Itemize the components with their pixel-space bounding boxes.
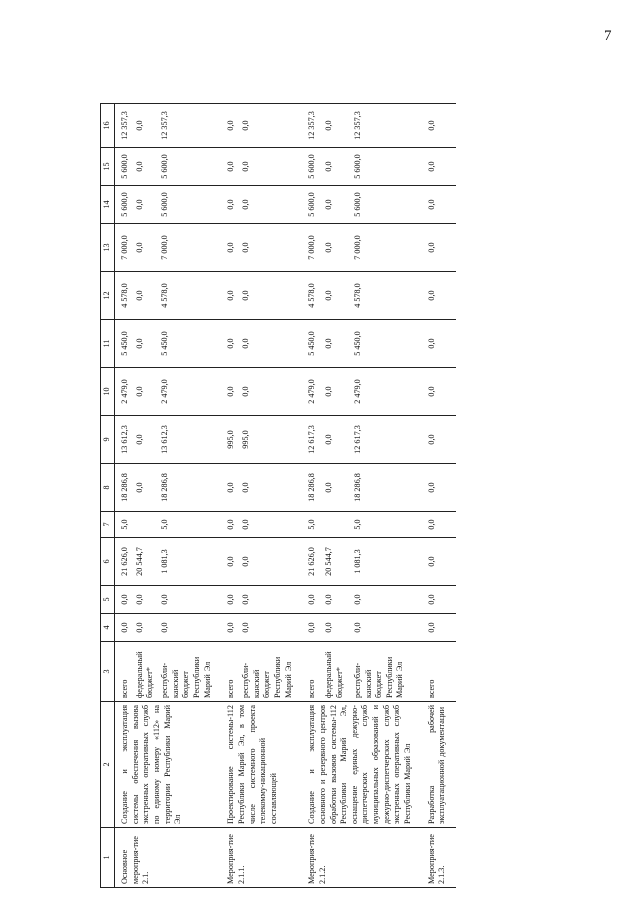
amount-cell: 0,0	[422, 186, 450, 224]
measure-name: Разработка рабочей эксплуатационной документации	[422, 702, 450, 828]
column-header: 12	[101, 272, 115, 320]
column-header: 13	[101, 224, 115, 272]
amount-cell: 2 479,0	[158, 368, 215, 416]
column-header: 15	[101, 148, 115, 186]
amount-cell: 0,0	[239, 224, 296, 272]
amount-cell: 0,0	[133, 586, 158, 614]
amount-cell: 4 578,0	[351, 272, 416, 320]
measure-name: Создание и эксплуатация системы обеспечения вызова экстренных оперативных служб по единому номеру «112» на территории Республики Марий Эл	[115, 702, 216, 828]
amount-cell: 5 600,0	[158, 186, 215, 224]
amount-cell: 7 000,0	[158, 224, 215, 272]
amount-cell: 4 578,0	[302, 272, 322, 320]
amount-cell: 20 544,7	[133, 538, 158, 586]
amount-cell: 5,0	[302, 512, 322, 538]
amount-cell: 0,0	[133, 614, 158, 642]
amount-cell: 0,0	[422, 368, 450, 416]
column-header: 6	[101, 538, 115, 586]
amount-cell: 0,0	[133, 186, 158, 224]
column-header: 4	[101, 614, 115, 642]
amount-cell: 5 600,0	[351, 148, 416, 186]
amount-cell: 0,0	[221, 512, 239, 538]
amount-cell: 5 600,0	[351, 186, 416, 224]
amount-cell: 0,0	[422, 512, 450, 538]
funding-source: всего	[115, 642, 133, 702]
amount-cell: 7 000,0	[115, 224, 133, 272]
amount-cell: 0,0	[239, 104, 296, 148]
amount-cell: 0,0	[158, 586, 215, 614]
amount-cell: 12 617,3	[351, 416, 416, 464]
funding-source: республи-канский бюджет Республики Марий Эл	[158, 642, 215, 702]
amount-cell: 5 600,0	[158, 148, 215, 186]
amount-cell: 0,0	[322, 186, 351, 224]
amount-cell: 12 357,3	[158, 104, 215, 148]
amount-cell	[322, 512, 351, 538]
amount-cell: 0,0	[221, 104, 239, 148]
amount-cell: 0,0	[239, 586, 296, 614]
amount-cell: 1 081,3	[158, 538, 215, 586]
funding-source: всего	[302, 642, 322, 702]
amount-cell: 0,0	[239, 368, 296, 416]
amount-cell: 0,0	[239, 538, 296, 586]
amount-cell: 1 081,3	[351, 538, 416, 586]
amount-cell: 2 479,0	[351, 368, 416, 416]
amount-cell: 13 612,3	[115, 416, 133, 464]
amount-cell: 995,0	[221, 416, 239, 464]
measure-code: Основное мероприя-тие 2.1.	[115, 828, 216, 888]
amount-cell: 0,0	[351, 586, 416, 614]
amount-cell: 0,0	[221, 368, 239, 416]
amount-cell: 0,0	[422, 224, 450, 272]
amount-cell: 21 626,0	[302, 538, 322, 586]
funding-source: республи-канский бюджет Республики Марий Эл	[351, 642, 416, 702]
amount-cell: 0,0	[133, 320, 158, 368]
amount-cell: 0,0	[239, 464, 296, 512]
column-header: 11	[101, 320, 115, 368]
table-row	[302, 104, 322, 888]
funding-source: республи-канский бюджет Республики Марий Эл	[239, 642, 296, 702]
amount-cell: 0,0	[221, 272, 239, 320]
funding-source: федеральный бюджет*	[133, 642, 158, 702]
amount-cell: 0,0	[133, 148, 158, 186]
amount-cell: 0,0	[221, 148, 239, 186]
amount-cell: 0,0	[133, 416, 158, 464]
column-header: 14	[101, 186, 115, 224]
amount-cell: 2 479,0	[115, 368, 133, 416]
amount-cell: 7 000,0	[302, 224, 322, 272]
amount-cell: 0,0	[221, 464, 239, 512]
amount-cell: 0,0	[322, 614, 351, 642]
amount-cell: 12 357,3	[302, 104, 322, 148]
amount-cell: 0,0	[422, 148, 450, 186]
column-header: 8	[101, 464, 115, 512]
amount-cell: 13 612,3	[158, 416, 215, 464]
amount-cell: 0,0	[422, 464, 450, 512]
amount-cell: 0,0	[322, 104, 351, 148]
amount-cell: 0,0	[221, 224, 239, 272]
amount-cell: 0,0	[221, 586, 239, 614]
amount-cell: 0,0	[221, 614, 239, 642]
measure-code: Мероприя-тие 2.1.3.	[422, 828, 450, 888]
amount-cell: 4 578,0	[115, 272, 133, 320]
amount-cell: 5 450,0	[351, 320, 416, 368]
table-body	[115, 104, 457, 888]
amount-cell: 0,0	[322, 224, 351, 272]
amount-cell: 0,0	[133, 104, 158, 148]
amount-cell: 5 600,0	[115, 148, 133, 186]
amount-cell: 0,0	[115, 586, 133, 614]
amount-cell: 0,0	[422, 538, 450, 586]
amount-cell: 5 600,0	[302, 186, 322, 224]
column-header: 5	[101, 586, 115, 614]
amount-cell: 18 286,8	[302, 464, 322, 512]
amount-cell: 0,0	[322, 272, 351, 320]
amount-cell: 12 357,3	[115, 104, 133, 148]
table-row	[115, 104, 133, 888]
amount-cell: 0,0	[422, 272, 450, 320]
amount-cell: 0,0	[158, 614, 215, 642]
amount-cell: 18 286,8	[158, 464, 215, 512]
column-header: 10	[101, 368, 115, 416]
amount-cell: 0,0	[239, 148, 296, 186]
rotated-table-container	[100, 108, 630, 888]
amount-cell: 0,0	[239, 186, 296, 224]
column-header: 9	[101, 416, 115, 464]
amount-cell: 0,0	[239, 614, 296, 642]
amount-cell: 0,0	[115, 614, 133, 642]
table-row	[221, 104, 239, 888]
column-header: 7	[101, 512, 115, 538]
amount-cell: 4 578,0	[158, 272, 215, 320]
amount-cell: 0,0	[322, 320, 351, 368]
group-spacer	[450, 104, 456, 888]
amount-cell: 0,0	[239, 272, 296, 320]
amount-cell: 0,0	[133, 368, 158, 416]
funding-source: всего	[221, 642, 239, 702]
amount-cell: 0,0	[422, 416, 450, 464]
amount-cell: 0,0	[302, 586, 322, 614]
table-row	[422, 104, 450, 888]
amount-cell: 5,0	[115, 512, 133, 538]
amount-cell: 0,0	[133, 272, 158, 320]
page-number: 7	[604, 28, 612, 44]
amount-cell: 12 357,3	[351, 104, 416, 148]
amount-cell: 0,0	[422, 614, 450, 642]
measure-code: Мероприя-тие 2.1.2.	[302, 828, 416, 888]
amount-cell: 12 617,3	[302, 416, 322, 464]
measure-name: Проектирование системы-112 Республики Марий Эл, в том числе системного проекта телекомму-никационной составляющей	[221, 702, 296, 828]
amount-cell: 5 450,0	[115, 320, 133, 368]
measure-code: Мероприя-тие 2.1.1.	[221, 828, 296, 888]
amount-cell: 5,0	[351, 512, 416, 538]
amount-cell: 0,0	[302, 614, 322, 642]
amount-cell: 5 450,0	[158, 320, 215, 368]
amount-cell: 0,0	[133, 224, 158, 272]
amount-cell: 0,0	[221, 538, 239, 586]
amount-cell: 5 450,0	[302, 320, 322, 368]
column-header: 2	[101, 702, 115, 828]
column-header: 1	[101, 828, 115, 888]
amount-cell: 0,0	[422, 586, 450, 614]
amount-cell: 0,0	[239, 512, 296, 538]
amount-cell: 7 000,0	[351, 224, 416, 272]
column-header: 16	[101, 104, 115, 148]
amount-cell: 0,0	[239, 320, 296, 368]
amount-cell: 0,0	[322, 416, 351, 464]
funding-source: всего	[422, 642, 450, 702]
amount-cell	[133, 512, 158, 538]
amount-cell: 0,0	[351, 614, 416, 642]
measure-name: Создание и эксплуатация основного и резервного центров обработки вызовов системы-112 Республики Марий Эл, оснащение единых дежурно-диспетчерских служб муниципальных образований и дежурно-диспетчерских служб экстренных оперативных служб Республики Марий Эл	[302, 702, 416, 828]
amount-cell: 5,0	[158, 512, 215, 538]
amount-cell: 18 286,8	[351, 464, 416, 512]
amount-cell: 2 479,0	[302, 368, 322, 416]
amount-cell: 0,0	[322, 586, 351, 614]
budget-table	[100, 103, 456, 888]
amount-cell: 0,0	[221, 186, 239, 224]
amount-cell: 0,0	[322, 464, 351, 512]
header-row	[101, 104, 115, 888]
amount-cell: 0,0	[221, 320, 239, 368]
amount-cell: 5 600,0	[115, 186, 133, 224]
amount-cell: 0,0	[133, 464, 158, 512]
amount-cell: 20 544,7	[322, 538, 351, 586]
amount-cell: 0,0	[422, 104, 450, 148]
funding-source: федеральный бюджет*	[322, 642, 351, 702]
amount-cell: 0,0	[322, 368, 351, 416]
amount-cell: 18 286,8	[115, 464, 133, 512]
amount-cell: 5 600,0	[302, 148, 322, 186]
column-header: 3	[101, 642, 115, 702]
amount-cell: 0,0	[322, 148, 351, 186]
amount-cell: 21 626,0	[115, 538, 133, 586]
amount-cell: 0,0	[422, 320, 450, 368]
amount-cell: 995,0	[239, 416, 296, 464]
